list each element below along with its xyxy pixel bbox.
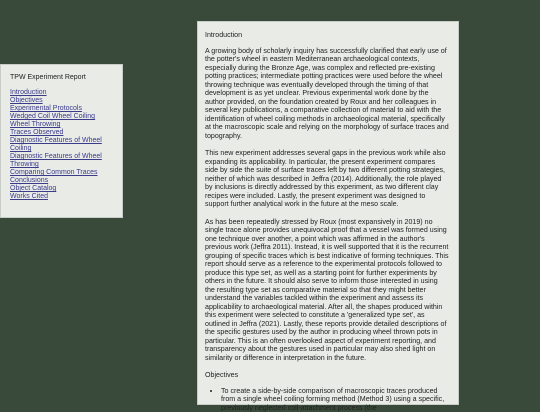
toc-link-conclusions[interactable]: Conclusions (10, 177, 114, 185)
toc-link-list (10, 89, 114, 201)
objectives-heading: Objectives (205, 371, 449, 380)
toc-link-introduction[interactable]: Introduction (10, 89, 114, 97)
toc-link-traces-observed[interactable]: Traces Observed (10, 129, 114, 137)
toc-link-wheel-throwing[interactable]: Wheel Throwing (10, 121, 114, 129)
toc-link-experimental-protocols[interactable]: Experimental Protocols (10, 105, 114, 113)
intro-paragraph-1: A growing body of scholarly inquiry has successfully clarified that early use of the potter's wheel in eastern Mediterranean archaeological contexts, especially during the Bronze Age, was complex and reflected pre-existing potting practices; intermediate potting practices were used before the wheel throwing technique was eventually developed through the timing of that development is as yet unclear. Previous experimental work done by the author provided, on the foundation created by Roux and her colleagues in several key publications, a comparative collection of material to aid with the identification of wheel coiling methods in archaeological material, specifically at the macroscopic scale and relying on the morphology of surface traces and topography. (205, 47, 449, 141)
objectives-list (205, 387, 449, 412)
sidebar-toc (0, 64, 123, 218)
toc-link-diagnostic-features-of-wheel-throwing[interactable]: Diagnostic Features of Wheel Throwing (10, 153, 114, 169)
toc-link-objectives[interactable]: Objectives (10, 97, 114, 105)
toc-title: TPW Experiment Report (10, 74, 114, 82)
objective-item: • To create a side-by-side comparison of macroscopic traces produced from a single wheel coiling forming method (Method 3) using a specific, previously neglected coil-attachment process (the (221, 387, 449, 412)
report-content (197, 21, 459, 405)
introduction-heading: Introduction (205, 31, 449, 40)
toc-link-object-catalog[interactable]: Object Catalog (10, 185, 114, 193)
toc-link-comparing-common-traces[interactable]: Comparing Common Traces (10, 169, 114, 177)
intro-paragraph-2: This new experiment addresses several gaps in the previous work while also expanding its applicability. In particular, the present experiment compares side by side the suite of surface traces left by two different potting strategies, neither of which was described in Jeffra (2014). Additionally, the role played by inclusions is directly addressed by this experiment, as two different clay recipes were included. Lastly, the present experiment was designed to support further analytical work in the future at the meso scale. (205, 149, 449, 209)
toc-link-works-cited[interactable]: Works Cited (10, 193, 114, 201)
toc-link-wedged-coil-wheel-coiling[interactable]: Wedged Coil Wheel Coiling (10, 113, 114, 121)
intro-paragraph-3: As has been repeatedly stressed by Roux (most expansively in 2019) no single trace alone provides unequivocal proof that a vessel was formed using one technique over another, a point which was affirmed in the author's previous work (Jeffra 2011). Instead, it is well supported that it is the recurrent grouping of specific traces which is best indicative of forming techniques. This report should serve as a reference to the experimental protocols followed to produce this type set, as well as a starting point for further experiments by others in the future. It should also serve to inform those interested in using the resulting type set as comparative material so that they might better understand the variables tackled within the experiment and assess its applicability to archaeological material. After all, the shapes produced within this experiment were selected to constitute a 'generalized type set', as outlined in Jeffra (2021). Lastly, these reports provide detailed descriptions of the specific gestures used by the author in producing wheel thrown pots in particular. This is an often overlooked aspect of experiment reporting, and transparency about the gestures used in particular may also shed light on similarity or difference in interpretation in the future. (205, 218, 449, 363)
toc-link-diagnostic-features-of-wheel-coiling[interactable]: Diagnostic Features of Wheel Coiling (10, 137, 114, 153)
